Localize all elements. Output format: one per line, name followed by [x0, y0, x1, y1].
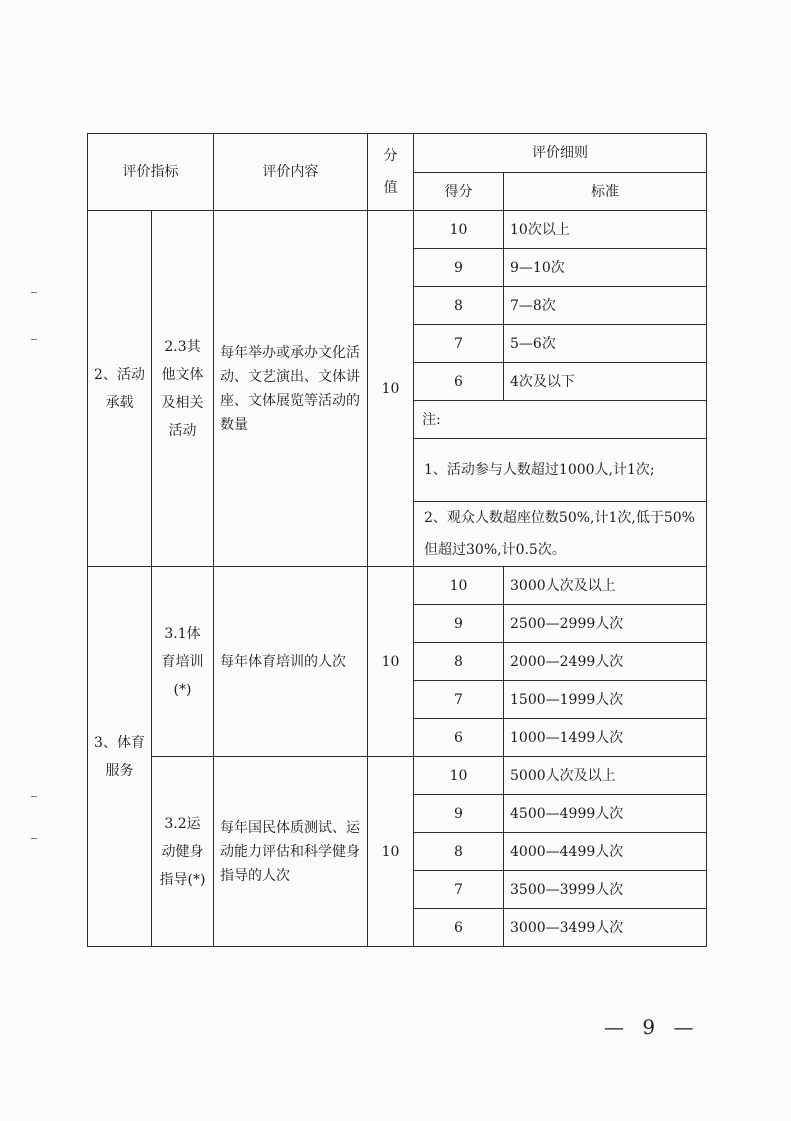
section3-item2-content: 每年国民体质测试、运动能力评估和科学健身指导的人次 — [214, 757, 368, 947]
section3-item2: 3.2运动健身指导(*) — [152, 757, 214, 947]
rule-standard: 1000—1499人次 — [504, 719, 707, 757]
rule-standard: 4000—4499人次 — [504, 833, 707, 871]
rule-score: 9 — [414, 605, 504, 643]
section2-category: 2、活动承载 — [88, 211, 152, 567]
margin-mark — [31, 339, 37, 340]
header-content: 评价内容 — [214, 134, 368, 211]
rule-standard: 3000—3499人次 — [504, 909, 707, 947]
rule-standard: 1500—1999人次 — [504, 681, 707, 719]
rule-standard: 4500—4999人次 — [504, 795, 707, 833]
rule-score: 10 — [414, 757, 504, 795]
rule-score: 8 — [414, 287, 504, 325]
rule-score: 6 — [414, 719, 504, 757]
header-indicator: 评价指标 — [88, 134, 214, 211]
rule-score: 7 — [414, 325, 504, 363]
rule-standard: 9—10次 — [504, 249, 707, 287]
rule-standard: 5000人次及以上 — [504, 757, 707, 795]
rule-score: 8 — [414, 643, 504, 681]
rule-standard: 5—6次 — [504, 325, 707, 363]
rule-score: 6 — [414, 363, 504, 401]
margin-mark — [31, 796, 37, 797]
rule-standard: 2500—2999人次 — [504, 605, 707, 643]
section2-content: 每年举办或承办文化活动、文艺演出、文体讲座、文体展览等活动的数量 — [214, 211, 368, 567]
section3-category: 3、体育服务 — [88, 567, 152, 947]
header-rules: 评价细则 — [414, 134, 707, 173]
rule-score: 9 — [414, 795, 504, 833]
rule-standard: 2000—2499人次 — [504, 643, 707, 681]
rule-standard: 10次以上 — [504, 211, 707, 249]
section3-item1: 3.1体育培训(*) — [152, 567, 214, 757]
section3-item1-value: 10 — [368, 567, 414, 757]
rule-standard: 3000人次及以上 — [504, 567, 707, 605]
rule-standard: 7—8次 — [504, 287, 707, 325]
rule-score: 10 — [414, 567, 504, 605]
section3-item1-content: 每年体育培训的人次 — [214, 567, 368, 757]
section2-item: 2.3其他文体及相关活动 — [152, 211, 214, 567]
margin-mark — [31, 292, 37, 293]
section3-item2-value: 10 — [368, 757, 414, 947]
section2-value: 10 — [368, 211, 414, 567]
margin-mark — [31, 838, 37, 839]
rule-score: 7 — [414, 681, 504, 719]
header-rule-standard: 标准 — [504, 173, 707, 211]
header-rule-score: 得分 — [414, 173, 504, 211]
rule-score: 7 — [414, 871, 504, 909]
page-number: — 9 — — [604, 1015, 700, 1039]
rule-standard: 4次及以下 — [504, 363, 707, 401]
note-2: 2、观众人数超座位数50%,计1次,低于50%但超过30%,计0.5次。 — [414, 502, 707, 567]
header-score: 分 值 — [368, 134, 414, 211]
rule-standard: 3500—3999人次 — [504, 871, 707, 909]
rule-score: 8 — [414, 833, 504, 871]
rule-score: 6 — [414, 909, 504, 947]
note-label: 注: — [414, 401, 707, 439]
rule-score: 9 — [414, 249, 504, 287]
rule-score: 10 — [414, 211, 504, 249]
evaluation-table — [87, 133, 707, 947]
note-1: 1、活动参与人数超过1000人,计1次; — [414, 439, 707, 502]
